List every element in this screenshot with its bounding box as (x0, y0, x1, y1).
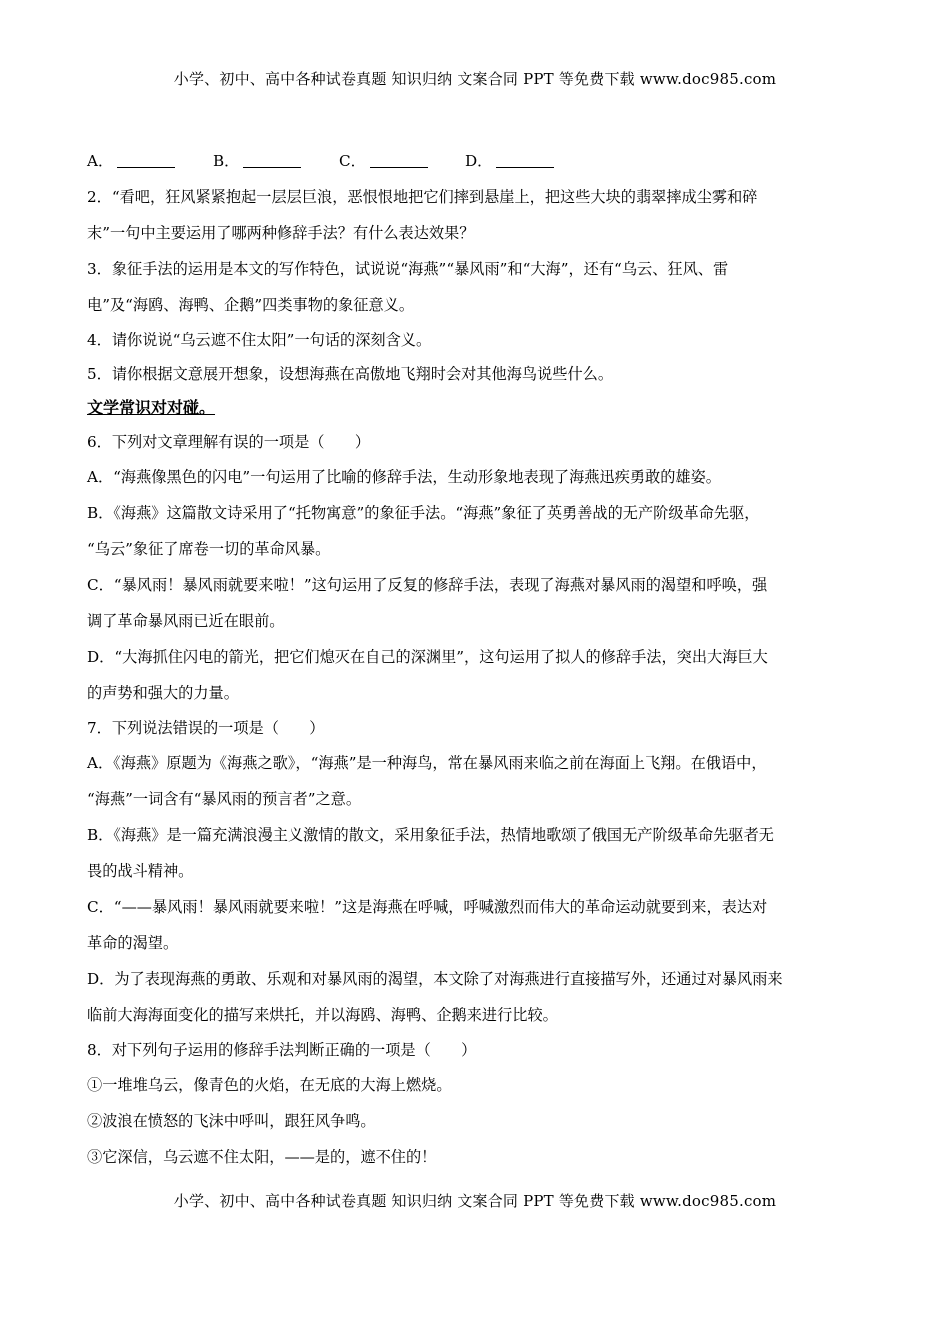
section-title: 文学常识对对碰。 (87, 398, 216, 417)
answer-blank[interactable] (117, 151, 175, 168)
question-6-option-b-line-2: “乌云”象征了席卷一切的革命风暴。 (87, 540, 331, 558)
option-a: A． (87, 143, 213, 179)
question-8-sentence-3: ③它深信，乌云遮不住太阳，——是的，遮不住的！ (87, 1148, 437, 1166)
question-5: 5．请你根据文意展开想象，设想海燕在高傲地飞翔时会对其他海鸟说些什么。 (87, 365, 614, 383)
answer-blank[interactable] (370, 151, 428, 168)
question-6-option-d-line-2: 的声势和强大的力量。 (87, 684, 239, 702)
question-4: 4．请你说说“乌云遮不住太阳”一句话的深刻含义。 (87, 331, 432, 349)
question-7-option-a-line-1: A．《海燕》原题为《海燕之歌》，“海燕”是一种海鸟，常在暴风雨来临之前在海面上飞翔。在俄语中， (87, 754, 767, 772)
question-3-line-2: 电”及“海鸥、海鸭、企鹅”四类事物的象征意义。 (87, 296, 415, 314)
question-2-line-1: 2．“看吧，狂风紧紧抱起一层层巨浪，恶恨恨地把它们摔到悬崖上，把这些大块的翡翠摔成尘雾和碎 (87, 188, 758, 206)
page-footer: 小学、初中、高中各种试卷真题 知识归纳 文案合同 PPT 等免费下载 www.doc985.com (173, 1192, 777, 1210)
question-6-option-c-line-2: 调了革命暴风雨已近在眼前。 (87, 612, 285, 630)
answer-blank[interactable] (243, 151, 301, 168)
question-6-option-a: A．“海燕像黑色的闪电”一句运用了比喻的修辞手法，生动形象地表现了海燕迅疾勇敢的雄姿。 (87, 468, 721, 486)
question-6-option-b-line-1: B．《海燕》这篇散文诗采用了“托物寓意”的象征手法。“海燕”象征了英勇善战的无产阶级革命先驱， (87, 504, 760, 522)
question-7-option-a-line-2: “海燕”一词含有“暴风雨的预言者”之意。 (87, 790, 362, 808)
document-body (87, 143, 867, 1175)
question-6-stem: 6．下列对文章理解有误的一项是（ ） (87, 433, 371, 451)
question-6-option-c-line-1: C．“暴风雨！暴风雨就要来啦！”这句运用了反复的修辞手法，表现了海燕对暴风雨的渴望和呼唤，强 (87, 576, 768, 594)
question-7-stem: 7．下列说法错误的一项是（ ） (87, 719, 325, 737)
option-d: D． (465, 143, 591, 179)
question-2-line-2: 末”一句中主要运用了哪两种修辞手法？有什么表达效果？ (87, 224, 475, 242)
question-7-option-b-line-1: B．《海燕》是一篇充满浪漫主义激情的散文，采用象征手法，热情地歌颂了俄国无产阶级革命先驱者无 (87, 826, 774, 844)
answer-options-row (87, 143, 867, 179)
question-8-sentence-1: ①一堆堆乌云，像青色的火焰，在无底的大海上燃烧。 (87, 1076, 452, 1094)
option-b: B． (213, 143, 339, 179)
page-header: 小学、初中、高中各种试卷真题 知识归纳 文案合同 PPT 等免费下载 www.doc985.com (173, 70, 777, 88)
answer-blank[interactable] (496, 151, 554, 168)
question-8-stem: 8．对下列句子运用的修辞手法判断正确的一项是（ ） (87, 1041, 477, 1059)
question-7-option-b-line-2: 畏的战斗精神。 (87, 862, 194, 880)
question-8-sentence-2: ②波浪在愤怒的飞沫中呼叫，跟狂风争鸣。 (87, 1112, 376, 1130)
question-7-option-c-line-1: C．“——暴风雨！暴风雨就要来啦！”这是海燕在呼喊，呼喊激烈而伟大的革命运动就要到来，表达对 (87, 898, 768, 916)
question-3-line-1: 3．象征手法的运用是本文的写作特色，试说说“海燕”“暴风雨”和“大海”，还有“乌云、狂风、雷 (87, 260, 729, 278)
question-7-option-d-line-1: D．为了表现海燕的勇敢、乐观和对暴风雨的渴望，本文除了对海燕进行直接描写外，还通过对暴风雨来 (87, 970, 783, 988)
option-c: C． (339, 143, 465, 179)
question-7-option-c-line-2: 革命的渴望。 (87, 934, 179, 952)
question-6-option-d-line-1: D．“大海抓住闪电的箭光，把它们熄灭在自己的深渊里”，这句运用了拟人的修辞手法，突出大海巨大 (87, 648, 768, 666)
question-7-option-d-line-2: 临前大海海面变化的描写来烘托，并以海鸥、海鸭、企鹅来进行比较。 (87, 1006, 558, 1024)
